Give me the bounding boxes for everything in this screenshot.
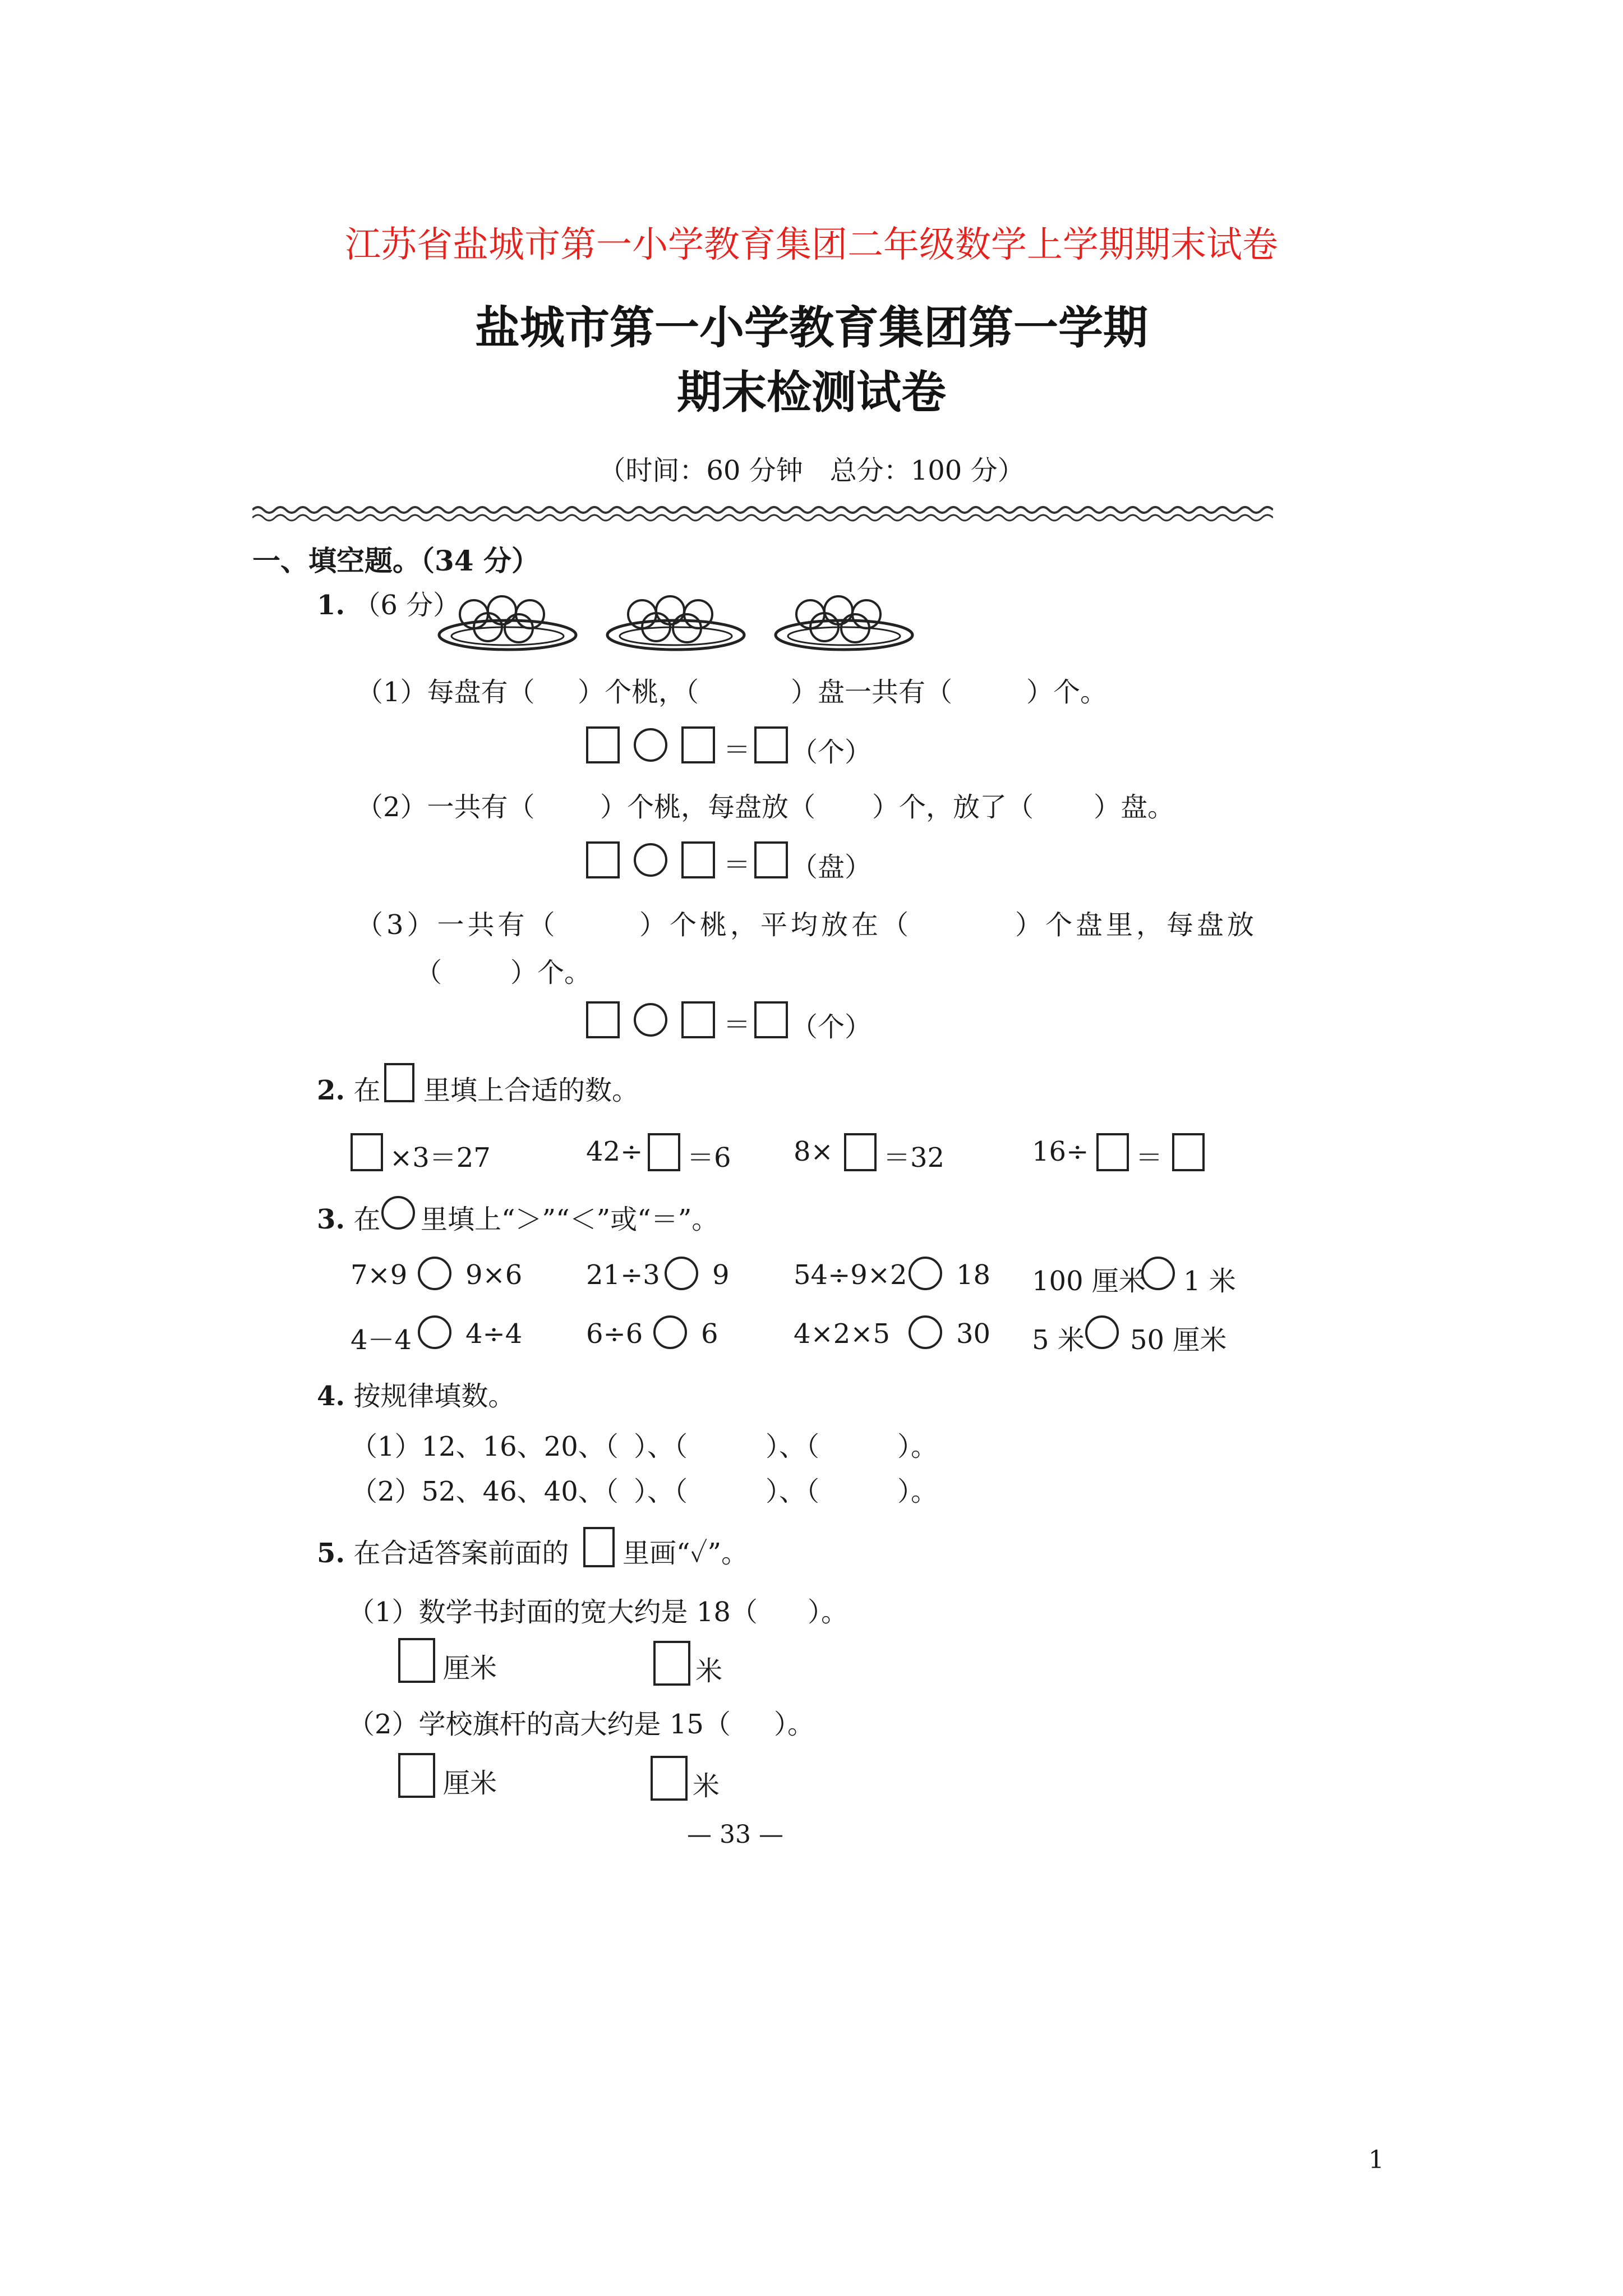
q1-part1-c: ）盘一共有（: [791, 677, 953, 708]
q3-instruction: 里填上“＞”“＜”或“＝”。: [421, 1204, 719, 1235]
q3-r2c2-left: 6÷6: [586, 1318, 643, 1350]
q2-e3-box[interactable]: [844, 1133, 877, 1171]
q1-part2-operator-circle[interactable]: [634, 843, 667, 877]
q2-e3a: 8×: [794, 1136, 833, 1167]
q3-r2c4-left: 5 米: [1032, 1324, 1085, 1356]
q5-sub1-option2-label: 米: [695, 1655, 723, 1687]
q2-e1: ×3＝27: [390, 1142, 491, 1174]
q3-r1c2-left: 21÷3: [586, 1259, 660, 1291]
q4-line2-a: （2）52、46、40、（: [351, 1476, 619, 1507]
q1-part1-a: （1）每盘有（: [356, 677, 535, 708]
q2-e2b: ＝6: [687, 1142, 731, 1174]
q3-r1c3-circle[interactable]: [909, 1257, 942, 1290]
q1-part1-answer-box-3[interactable]: [754, 726, 788, 763]
q3-r2c1-circle[interactable]: [418, 1315, 451, 1349]
q4-line2-d: ）。: [897, 1476, 938, 1507]
q4-line1-c: ）、（: [766, 1431, 820, 1462]
q5-sub1-option1-checkbox[interactable]: [398, 1638, 435, 1683]
q3-r2c2-circle[interactable]: [653, 1315, 687, 1349]
q3-r2c3-right: 30: [956, 1318, 991, 1350]
q1-part3-operator-circle[interactable]: [634, 1003, 667, 1037]
q3-r2c4-right: 50 厘米: [1130, 1324, 1227, 1356]
q2-e2a: 42÷: [586, 1136, 643, 1167]
q4-line2-b: ）、（: [634, 1476, 688, 1507]
q5-sub2-option1-checkbox[interactable]: [398, 1753, 435, 1798]
q3-r1c1-left: 7×9: [351, 1259, 408, 1291]
q1-part2-answer-box-2[interactable]: [681, 841, 715, 878]
q1-part1-b: ）个桃，（: [578, 677, 699, 708]
document-header-title: 江苏省盐城市第一小学教育集团二年级数学上学期期末试卷: [345, 224, 1278, 266]
q1-number: 1.: [317, 590, 345, 621]
q1-part3-a: （3）一共有（: [356, 909, 559, 941]
q2-e1-box[interactable]: [351, 1133, 383, 1171]
q4-line1-d: ）。: [897, 1431, 938, 1462]
q2-number: 2.: [317, 1075, 345, 1106]
q3-r1c1-right: 9×6: [465, 1259, 523, 1291]
peach-plate-2-icon: [603, 583, 749, 654]
exam-time-info: （时间：60 分钟 总分：100 分）: [598, 455, 1025, 486]
q3-r1c3-right: 18: [956, 1259, 991, 1291]
q4-line1-b: ）、（: [634, 1431, 688, 1462]
wavy-divider: [252, 502, 1273, 524]
q1-part1-unit: （个）: [791, 737, 872, 768]
q1-part3-c: ）个盘里，每盘放: [1015, 909, 1258, 941]
q5-sub1-option2-checkbox[interactable]: [653, 1641, 690, 1686]
scan-page-footer: — 33 —: [687, 1820, 783, 1849]
page-number: 1: [1368, 2146, 1384, 2174]
q1-part3-answer-box-2[interactable]: [681, 1001, 715, 1038]
q1-part1-d: ）个。: [1026, 677, 1108, 708]
q3-r1c3-left: 54÷9×2: [794, 1259, 907, 1291]
q4-line2-c: ）、（: [766, 1476, 820, 1507]
peach-plate-1-icon: [435, 583, 580, 654]
q3-r2c4-circle[interactable]: [1085, 1315, 1119, 1349]
q3-r1c2-right: 9: [712, 1259, 730, 1291]
q3-r2c2-right: 6: [701, 1318, 718, 1350]
section1-title: 一、填空题。（34 分）: [252, 544, 540, 577]
q3-r1c4-circle[interactable]: [1141, 1257, 1175, 1290]
exam-title-line1: 盐城市第一小学教育集团第一学期: [475, 301, 1148, 354]
q3-r1c2-circle[interactable]: [665, 1257, 698, 1290]
q3-r2c1-left: 4－4: [351, 1324, 412, 1356]
q5-sub2-option1-label: 厘米: [443, 1768, 497, 1799]
q3-r1c4-right: 1 米: [1183, 1266, 1236, 1297]
q5-sub2-option2-checkbox[interactable]: [651, 1756, 688, 1801]
q5-sub1-text: （1）数学书封面的宽大约是 18（: [348, 1596, 758, 1628]
q3-number: 3.: [317, 1204, 345, 1235]
q1-part3-e: ）个。: [510, 957, 592, 988]
q2-e4a: 16÷: [1032, 1136, 1089, 1167]
q3-r2c3-left: 4×2×5: [794, 1318, 891, 1350]
q1-part3-b: ）个桃，平均放在（: [639, 909, 912, 941]
q1-part2-answer-box-1[interactable]: [586, 841, 620, 878]
q3-r1c4-left: 100 厘米: [1032, 1266, 1146, 1297]
q2-example-box: [384, 1063, 414, 1102]
q5-sub2-option2-label: 米: [693, 1770, 720, 1802]
q1-part1-answer-box-1[interactable]: [586, 726, 620, 763]
q2-instruction: 里填上合适的数。: [423, 1075, 639, 1106]
q1-part3-d: （: [415, 957, 442, 988]
q1-part2-unit: （盘）: [791, 852, 872, 883]
q3-r2c1-right: 4÷4: [465, 1318, 523, 1350]
q5-instruction: 里画“✓”。: [623, 1538, 749, 1569]
q1-part3-unit: （个）: [791, 1011, 872, 1043]
q2-e4b: ＝: [1136, 1142, 1163, 1174]
q1-part1-operator-circle[interactable]: [634, 728, 667, 762]
q1-part3-answer-box-1[interactable]: [586, 1001, 620, 1038]
q1-part2-d: ）盘。: [1094, 792, 1175, 823]
q1-part3-answer-box-3[interactable]: [754, 1001, 788, 1038]
q3-r1c1-circle[interactable]: [418, 1257, 451, 1290]
q4-line1-a: （1）12、16、20、（: [351, 1431, 619, 1462]
q2-e3b: ＝32: [883, 1142, 945, 1174]
q2-e4-box-1[interactable]: [1096, 1133, 1129, 1171]
q3-example-circle: [381, 1196, 415, 1230]
q1-part2-a: （2）一共有（: [356, 792, 535, 823]
q1-part2-b: ）个桃，每盘放（: [600, 792, 816, 823]
exam-title-line2: 期末检测试卷: [677, 366, 946, 418]
q2-e2-box[interactable]: [648, 1133, 680, 1171]
q2-header: 2. 在: [317, 1075, 381, 1106]
peach-plate-3-icon: [771, 583, 917, 654]
q4-title: 按规律填数。: [353, 1381, 515, 1412]
q5-sub2-end: ）。: [774, 1709, 815, 1740]
q1-part2-answer-box-3[interactable]: [754, 841, 788, 878]
q4-header: [317, 1374, 515, 1413]
q5-sub1-end: ）。: [808, 1596, 849, 1628]
q3-r2c3-circle[interactable]: [909, 1315, 942, 1349]
q1-score: （6 分）: [353, 590, 460, 621]
q2-e4-box-2[interactable]: [1172, 1133, 1205, 1171]
q5-example-box: [583, 1527, 615, 1567]
q5-header: 5. 在合适答案前面的: [317, 1538, 569, 1569]
q5-sub1-option1-label: 厘米: [443, 1653, 497, 1684]
q4-number: 4.: [317, 1381, 345, 1412]
q1-part1-answer-box-2[interactable]: [681, 726, 715, 763]
q1-part2-c: ）个，放了（: [872, 792, 1034, 823]
q3-header: 3. 在: [317, 1204, 381, 1235]
q5-number: 5.: [317, 1538, 345, 1569]
q5-sub2-text: （2）学校旗杆的高大约是 15（: [348, 1709, 731, 1740]
